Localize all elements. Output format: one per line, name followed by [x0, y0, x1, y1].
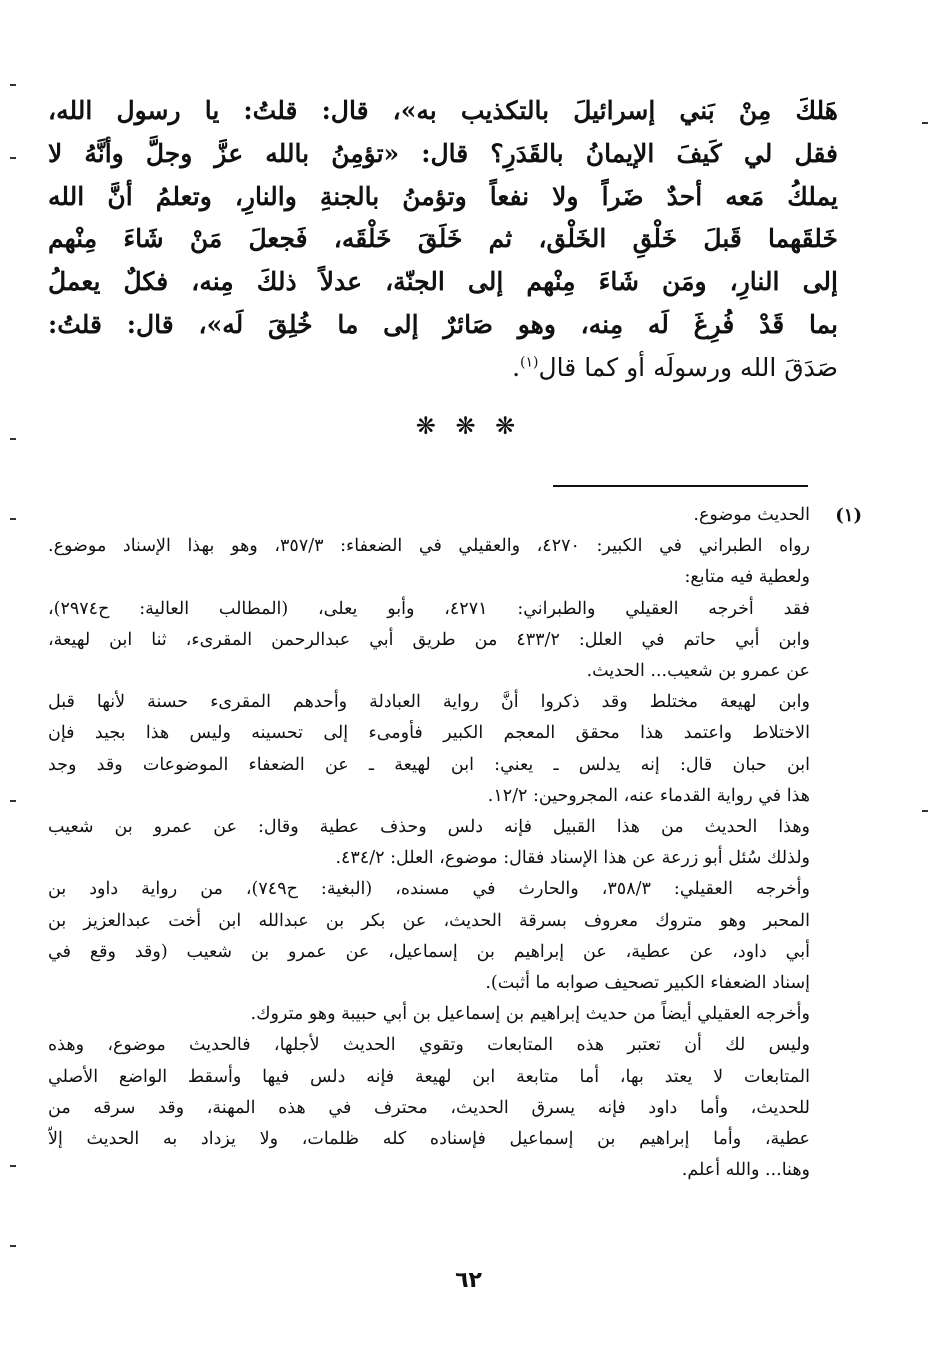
footnote-line: عن عمرو بن شعيب... الحديث.: [586, 661, 810, 682]
margin-mark: [10, 1245, 16, 1247]
footnote-line: وابن لهيعة مختلط وقد ذكروا أنَّ رواية العبادلة وأحدهم المقرىء حسنة لأنها قبل: [48, 692, 810, 713]
body-line-7: [48, 347, 838, 390]
margin-mark: [922, 810, 928, 812]
body-end-punct: .: [512, 352, 521, 382]
body-line-5: إلى النارِ، ومَن شَاءَ مِنْهم إلى الجنّة، عدلاً ذلكَ مِنه، فكلٌ يعملُ: [48, 267, 838, 297]
footnote-line: وابن أبي حاتم في العلل: ٤٣٣/٢ من طريق أبي عبدالرحمن المقرىء، ثنا ابن لهيعة،: [48, 629, 810, 650]
margin-mark: [10, 438, 16, 440]
margin-mark: [10, 157, 16, 159]
margin-mark: [922, 122, 928, 124]
footnote-divider: [553, 485, 808, 487]
footnote-line: وأخرجه العقيلي: ٣٥٨/٣، والحارث في مسنده، (البغية: ح٧٤٩)، من رواية داود بن: [48, 879, 810, 900]
footnote-line: للحديث، وأما داود فإنه يسرق الحديث، محترف في هذه المهنة، وقد سرقه من: [48, 1097, 810, 1118]
page-number: ٦٢: [455, 1268, 482, 1293]
footnote-line: وليس لك أن تعتبر هذه المتابعات وتقوي الحديث لأجلها، فالحديث موضوع، وهذه: [48, 1035, 810, 1056]
footnote-line: المحبر وهو متروك معروف بسرقة الحديث، عن بكر بن عبدالله ابن أخت عبدالعزيز بن: [48, 910, 810, 931]
footnote-line: هذا في رواية القدماء عنه، المجروحين: ١٢/٢.: [487, 785, 810, 806]
footnote-line: وأخرجه العقيلي أيضاً من حديث إبراهيم بن إسماعيل بن أبي حبيبة وهو متروك.: [250, 1004, 810, 1025]
footnote-block: [48, 500, 862, 1186]
body-line-1: هَلكَ مِنْ بَني إسرائيلَ بالتكذيب به»، قال: قلتُ: يا رسول الله،: [48, 96, 838, 125]
footnote-line: الحديث موضوع.: [693, 505, 810, 525]
section-separator: ❋ ❋ ❋: [415, 412, 522, 440]
margin-mark: [10, 1165, 16, 1167]
body-line-7-text: صَدَقَ الله ورسولَه أو كما قال: [538, 352, 838, 382]
footnote-reference: (١): [520, 354, 539, 371]
footnote-line: وهنا... والله أعلم.: [681, 1160, 810, 1181]
footnote-line: أبي داود، عن عطية، عن إبراهيم بن إسماعيل، عن عمرو بن شعيب (وقد وقع في: [48, 941, 810, 962]
footnote-line: المتابعات لا يعتد بها، أما متابعة ابن لهيعة فإنه دلس فيها وأسقط الواضع الأصلي: [48, 1066, 810, 1087]
body-line-6: بما قَدْ فُرِغَ لَه مِنه، وهو صَائرٌ إلى ما خُلِقَ لَه»، قال: قلتُ:: [48, 309, 838, 339]
footnote-line: ابن حبان قال: إنه يدلس ـ يعني: ابن لهيعة ـ عن الضعفاء الموضوعات وقد وجد: [48, 754, 810, 775]
body-line-3: يملكُ مَعه أحدٌ ضَراً ولا نفعاً وتؤمنُ بالجنةِ والنارِ، وتعلمُ أنَّ الله: [48, 181, 838, 211]
footnote-line: إسناد الضعفاء الكبير تصحيف صوابه ما أثبت).: [485, 973, 810, 994]
body-line-2: فقل لي كَيفَ الإيمانُ بالقَدَرِ؟ قال: «تؤمِنُ بالله عزَّ وجلَّ وأنَّهُ لا: [48, 138, 838, 168]
footnote-line: رواه الطبراني في الكبير: ٤٢٧٠، والعقيلي في الضعفاء: ٣٥٧/٣، وهو بهذا الإسناد موضوع.: [48, 536, 810, 557]
footnote-line: فقد أخرجه العقيلي والطبراني: ٤٢٧١، وأبو يعلى، (المطالب العالية: ح٢٩٧٤)،: [48, 598, 810, 619]
footnote-line: ولذلك سُئل أبو زرعة عن هذا الإسناد فقال: موضوع، العلل: ٤٣٤/٢.: [335, 848, 810, 869]
margin-mark: [10, 518, 16, 520]
footnote-line: عطية، وأما إبراهيم بن إسماعيل فإسناده كله ظلمات، ولا يزداد به الحديث إلاّ: [48, 1129, 810, 1150]
body-line-4: خَلقَهما قَبلَ خَلْقِ الخَلْق، ثم خَلَقَ خَلْقَه، فَجعلَ مَنْ شَاءَ مِنْهم: [48, 224, 838, 254]
footnote-line: ولعطية فيه متابع:: [684, 567, 810, 588]
margin-mark: [10, 84, 16, 86]
footnote-line: الاختلاط واعتمد هذا محقق المعجم الكبير فأومىء إلى تحسينه وليس هذا بجيد فإن: [48, 723, 810, 744]
footnote-line: وهذا الحديث من هذا القبيل فإنه دلس وحذف عطية وقال: عن عمرو بن شعيب: [48, 817, 810, 838]
hadith-body-text: [48, 90, 838, 390]
margin-mark: [10, 800, 16, 802]
footnote-number: (١): [835, 505, 862, 526]
